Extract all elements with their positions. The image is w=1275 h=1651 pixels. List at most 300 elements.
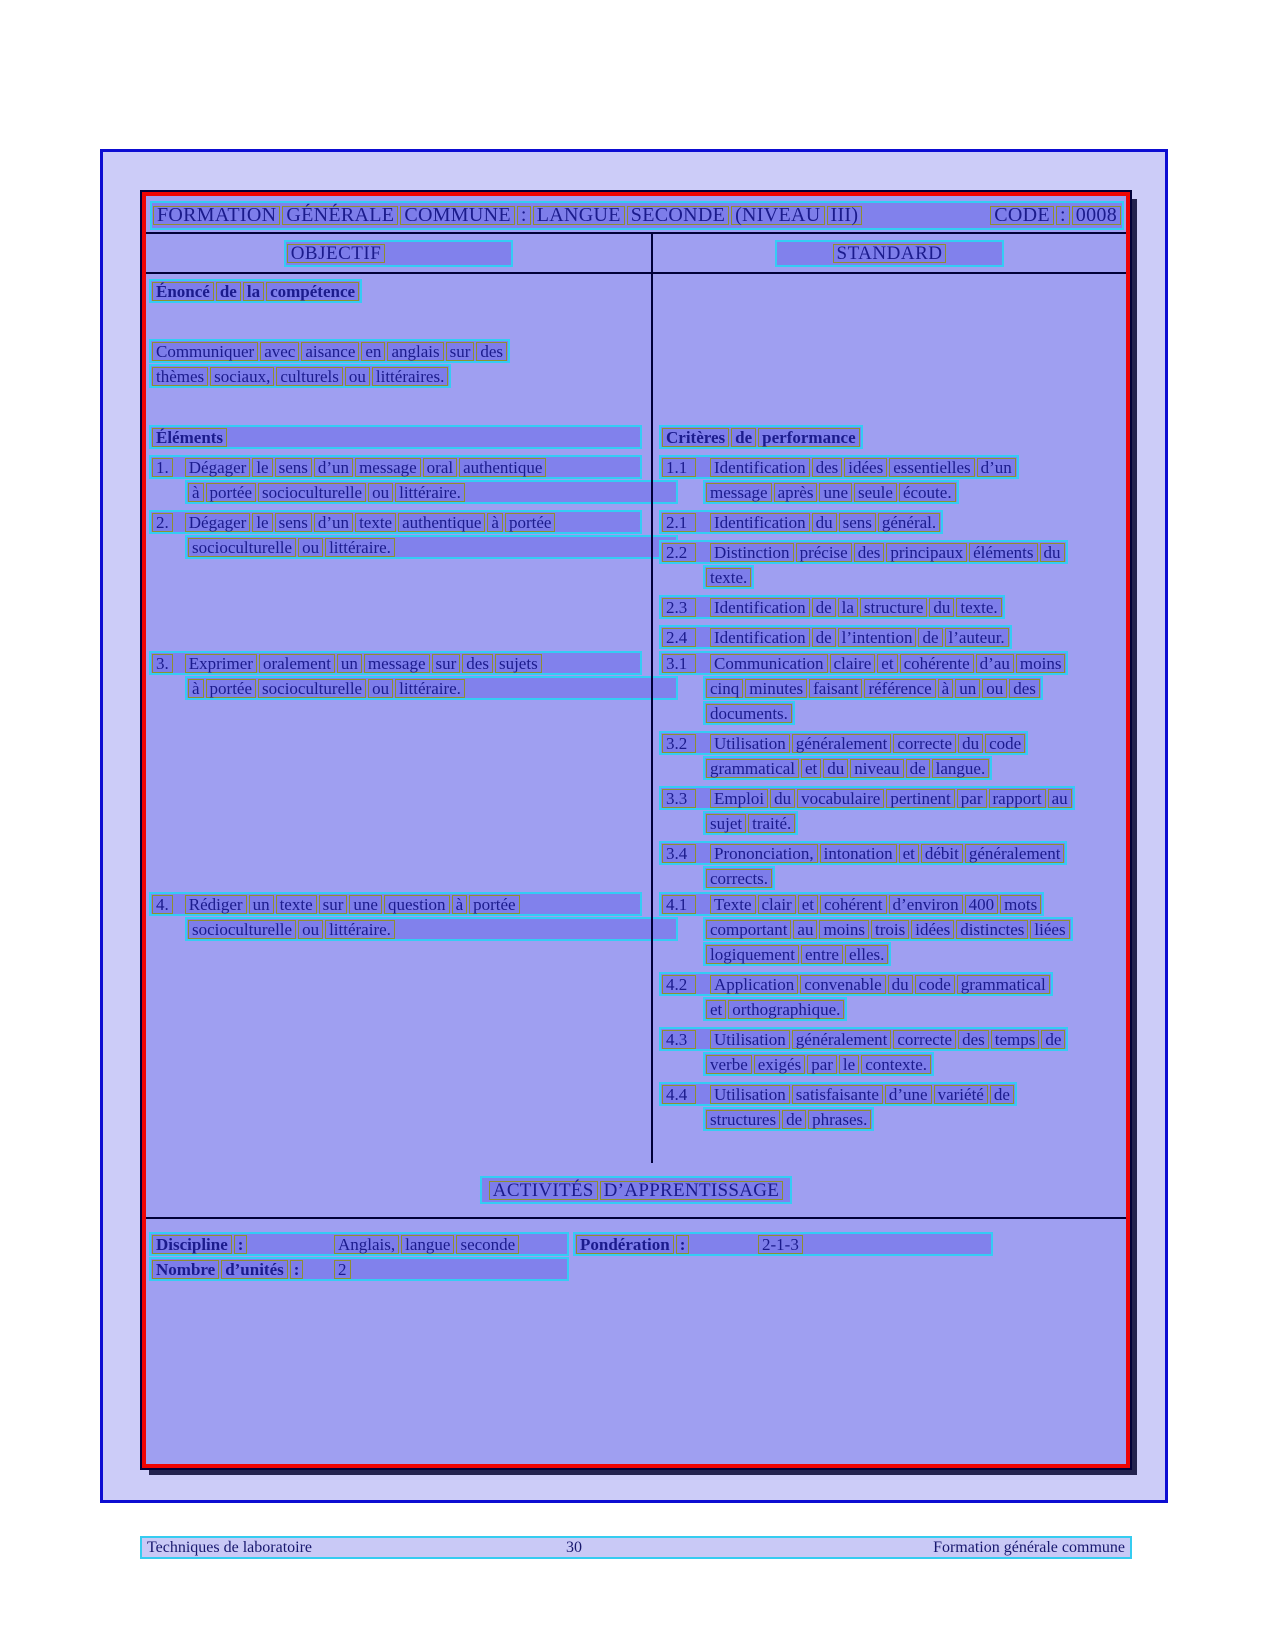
word-box: ou <box>345 367 370 386</box>
criterion-item <box>659 972 1124 1022</box>
criterion-number: 2.1 <box>662 513 696 532</box>
word-box: par <box>957 789 987 808</box>
word-box: (NIVEAU <box>731 206 824 225</box>
objectif-header <box>284 240 514 267</box>
word-box: le <box>252 458 272 477</box>
enonce-pair-row <box>146 274 1126 423</box>
word-box: de <box>216 282 241 301</box>
word-box: texte <box>355 513 396 532</box>
word-box: LANGUE <box>533 206 625 225</box>
word-box: rapport <box>989 789 1046 808</box>
word-box: entre <box>801 945 843 964</box>
word-box: CODE <box>990 206 1054 225</box>
criterion-line <box>659 892 1044 916</box>
word-box: Identification <box>710 513 810 532</box>
criterion-item <box>659 540 1124 590</box>
word-box: généralement <box>792 734 892 753</box>
element-number: 3. <box>152 654 173 673</box>
enonce-heading-block <box>149 279 647 303</box>
word-box: de <box>918 628 942 647</box>
word-box: satisfaisante <box>792 1085 883 1104</box>
word-box: sur <box>446 342 475 361</box>
word-box: sociaux, <box>210 367 274 386</box>
word-box: socioculturelle <box>258 679 366 698</box>
word-box: des <box>1009 679 1040 698</box>
criterion-number: 1.1 <box>662 458 696 477</box>
word-box: après <box>774 483 818 502</box>
word-box: culturels <box>276 367 343 386</box>
word-box: STANDARD <box>833 244 947 263</box>
word-box: à <box>487 513 503 532</box>
word-box: l’intention <box>838 628 917 647</box>
word-box: compétence <box>266 282 359 301</box>
criterion-number: 4.2 <box>662 975 696 994</box>
word-box: d’unités <box>221 1260 288 1279</box>
word-box: précise <box>796 543 852 562</box>
word-box: de <box>812 598 836 617</box>
criterion-number: 3.1 <box>662 654 696 673</box>
word-box: littéraire. <box>395 679 465 698</box>
word-box: D’APPRENTISSAGE <box>600 1181 784 1200</box>
pair-row-2 <box>146 508 1126 649</box>
word-box: socioculturelle <box>188 538 296 557</box>
word-box: code <box>915 975 955 994</box>
enonce-line <box>149 339 510 363</box>
word-box: d’environ <box>889 895 963 914</box>
word-box: structures <box>706 1110 780 1129</box>
word-box: convenable <box>800 975 885 994</box>
criterion-line <box>659 651 1068 675</box>
word-box: cinq <box>706 679 743 698</box>
word-box: intonation <box>820 844 897 863</box>
word-box: structure <box>860 598 927 617</box>
criterion-item <box>659 841 1124 891</box>
detail-row <box>573 1232 993 1256</box>
enonce-heading <box>149 279 362 303</box>
criterion-number: 2.4 <box>662 628 696 647</box>
word-box: littéraire. <box>395 483 465 502</box>
word-box: un <box>955 679 980 698</box>
word-box: authentique <box>459 458 546 477</box>
criterion-line <box>703 866 775 890</box>
word-box: au <box>1048 789 1072 808</box>
word-box: du <box>770 789 795 808</box>
word-box: Critères <box>662 428 729 447</box>
word-box: Identification <box>710 458 810 477</box>
word-box: Distinction <box>710 543 794 562</box>
word-box: code <box>985 734 1025 753</box>
criterion-item <box>659 510 1124 535</box>
word-box: authentique <box>398 513 485 532</box>
standard-column-cell <box>651 274 1126 423</box>
criterion-line <box>659 595 1005 619</box>
word-box: ou <box>982 679 1007 698</box>
activities-heading <box>480 1176 792 1204</box>
criterion-line <box>659 455 1019 479</box>
word-box: ACTIVITÉS <box>489 1181 598 1200</box>
element-line <box>185 535 678 559</box>
word-box: seconde <box>456 1235 519 1254</box>
word-box: comportant <box>706 920 791 939</box>
word-box: corrects. <box>706 869 772 888</box>
word-box: oralement <box>259 654 335 673</box>
word-box: documents. <box>706 704 792 723</box>
word-box: sens <box>275 513 312 532</box>
word-box: Utilisation <box>710 1030 790 1049</box>
word-box: Communiquer <box>152 342 258 361</box>
word-box: et <box>801 759 821 778</box>
criteres-heading <box>659 425 863 449</box>
word-box: portée <box>206 679 256 698</box>
word-box: des <box>476 342 507 361</box>
element-number: 1. <box>152 458 173 477</box>
word-box: à <box>188 483 204 502</box>
word-box: aisance <box>301 342 359 361</box>
word-box: socioculturelle <box>188 920 296 939</box>
criterion-item <box>659 595 1124 620</box>
criterion-line <box>703 1052 934 1076</box>
word-box: texte. <box>706 568 751 587</box>
word-box: Nombre <box>152 1260 219 1279</box>
word-box: du <box>823 759 848 778</box>
word-box: : <box>676 1235 690 1254</box>
criterion-line <box>659 786 1075 810</box>
word-box: question <box>384 895 450 914</box>
word-box: de <box>990 1085 1014 1104</box>
word-box: mots <box>1000 895 1041 914</box>
word-box: en <box>361 342 385 361</box>
details-section <box>146 1219 1126 1464</box>
word-box: d’au <box>976 654 1014 673</box>
word-box: généralement <box>792 1030 892 1049</box>
word-box: Dégager <box>185 513 251 532</box>
objectif-column-cell <box>146 508 651 649</box>
word-box: cohérent <box>820 895 887 914</box>
word-box: sens <box>275 458 312 477</box>
word-box: OBJECTIF <box>287 244 386 263</box>
criterion-line <box>659 540 1068 564</box>
word-box: et <box>899 844 919 863</box>
criterion-line <box>659 731 1028 755</box>
list-headers-pair-row <box>146 423 1126 453</box>
criterion-line <box>659 972 1053 996</box>
criterion-item <box>659 786 1124 836</box>
document-table <box>142 192 1130 1468</box>
element-line <box>185 917 678 941</box>
footer-left: Techniques de laboratoire <box>147 1539 313 1556</box>
word-box: correcte <box>893 1030 956 1049</box>
word-box: idées <box>844 458 887 477</box>
word-box: temps <box>991 1030 1040 1049</box>
criterion-line <box>703 917 1073 941</box>
word-box: 400 <box>965 895 999 914</box>
word-box: langue. <box>932 759 990 778</box>
pair-row-1 <box>146 453 1126 508</box>
word-box: Anglais, <box>334 1235 399 1254</box>
word-box: Énoncé <box>152 282 214 301</box>
word-box: liées <box>1030 920 1069 939</box>
page-panel <box>100 149 1168 1503</box>
standard-column-cell <box>651 890 1126 1163</box>
standard-column-cell <box>651 423 1126 453</box>
word-box: grammatical <box>706 759 799 778</box>
word-box: Éléments <box>152 428 227 447</box>
word-box: un <box>337 654 362 673</box>
element-item <box>149 892 647 941</box>
word-box: du <box>812 513 837 532</box>
word-box: idées <box>911 920 954 939</box>
word-box: du <box>929 598 954 617</box>
word-box: portée <box>469 895 519 914</box>
word-box: message <box>706 483 772 502</box>
element-line <box>185 676 678 700</box>
word-box: grammatical <box>957 975 1050 994</box>
word-box: performance <box>758 428 859 447</box>
word-box: pertinent <box>886 789 954 808</box>
standard-header <box>775 240 1005 267</box>
word-box: minutes <box>745 679 807 698</box>
word-box: moins <box>1016 654 1066 673</box>
word-box: vocabulaire <box>797 789 884 808</box>
element-line <box>149 892 642 916</box>
element-item <box>149 455 647 504</box>
standard-header-cell <box>651 234 1126 272</box>
element-line <box>185 480 678 504</box>
word-box: Exprimer <box>185 654 257 673</box>
word-box: portée <box>206 483 256 502</box>
word-box: au <box>793 920 817 939</box>
word-box: distinctes <box>956 920 1028 939</box>
word-box: Application <box>710 975 798 994</box>
word-box: sur <box>319 895 348 914</box>
element-number: 2. <box>152 513 173 532</box>
word-box: l’auteur. <box>945 628 1009 647</box>
word-box: moins <box>819 920 869 939</box>
element-line <box>149 651 642 675</box>
element-line <box>149 455 642 479</box>
criterion-item <box>659 625 1124 650</box>
word-box: de <box>782 1110 806 1129</box>
objectif-column-cell <box>146 453 651 508</box>
column-header-row <box>146 234 1126 274</box>
element-line <box>149 510 642 534</box>
word-box: clair <box>758 895 796 914</box>
word-box: le <box>839 1055 859 1074</box>
word-box: débit <box>921 844 963 863</box>
criterion-line <box>703 701 795 725</box>
objectif-column-cell <box>146 274 651 423</box>
word-box: de <box>812 628 836 647</box>
word-box: d’un <box>977 458 1016 477</box>
word-box: langue <box>401 1235 454 1254</box>
footer-right: Formation générale commune <box>933 1539 1125 1556</box>
objectif-column-cell <box>146 890 651 1163</box>
word-box: sujets <box>495 654 542 673</box>
word-box: généralement <box>965 844 1065 863</box>
word-box: 2 <box>334 1260 351 1279</box>
objectif-column-cell <box>146 423 651 453</box>
word-box: Texte <box>710 895 756 914</box>
word-box: niveau <box>850 759 903 778</box>
criterion-line <box>703 756 992 780</box>
word-box: une <box>349 895 382 914</box>
word-box: sens <box>839 513 876 532</box>
word-box: à <box>938 679 954 698</box>
word-box: du <box>1040 543 1065 562</box>
word-box: ou <box>298 920 323 939</box>
word-box: avec <box>260 342 299 361</box>
criterion-number: 2.2 <box>662 543 696 562</box>
criterion-item <box>659 1027 1124 1077</box>
word-box: littéraires. <box>372 367 448 386</box>
criterion-line <box>703 480 959 504</box>
word-box: ou <box>368 483 393 502</box>
word-box: : <box>517 206 531 225</box>
criterion-line <box>659 510 943 534</box>
standard-column-cell <box>651 649 1126 890</box>
criterion-line <box>703 1107 874 1131</box>
word-box: trois <box>871 920 909 939</box>
activities-row <box>146 1163 1126 1219</box>
criterion-number: 4.1 <box>662 895 696 914</box>
criterion-line <box>659 1027 1068 1051</box>
detail-label <box>151 1235 333 1254</box>
criterion-item <box>659 1082 1124 1132</box>
criterion-line <box>703 676 1043 700</box>
word-box: d’une <box>885 1085 932 1104</box>
word-box: le <box>252 513 272 532</box>
element-number: 4. <box>152 895 173 914</box>
objectif-column-cell <box>146 649 651 890</box>
criterion-number: 4.4 <box>662 1085 696 1104</box>
word-box: du <box>958 734 983 753</box>
word-box: phrases. <box>808 1110 871 1129</box>
word-box: par <box>807 1055 837 1074</box>
word-box: littéraire. <box>325 538 395 557</box>
detail-label <box>575 1235 757 1254</box>
word-box: écoute. <box>899 483 956 502</box>
element-item <box>149 510 647 559</box>
word-box: essentielles <box>889 458 974 477</box>
word-box: elles. <box>845 945 888 964</box>
word-box: un <box>249 895 274 914</box>
word-box: des <box>812 458 843 477</box>
word-box: des <box>462 654 493 673</box>
word-box: seule <box>854 483 897 502</box>
word-box: d’un <box>314 458 353 477</box>
word-box: du <box>888 975 913 994</box>
word-box: portée <box>505 513 555 532</box>
word-box: de <box>731 428 756 447</box>
word-box: des <box>854 543 885 562</box>
standard-column-cell <box>651 453 1126 508</box>
element-item <box>149 651 647 700</box>
criterion-item <box>659 892 1124 967</box>
word-box: COMMUNE <box>400 206 515 225</box>
word-box: de <box>1041 1030 1065 1049</box>
word-box: 0008 <box>1072 206 1121 225</box>
word-box: à <box>188 679 204 698</box>
word-box: d’un <box>314 513 353 532</box>
detail-label <box>151 1260 333 1279</box>
word-box: Emploi <box>710 789 768 808</box>
word-box: anglais <box>387 342 443 361</box>
word-box: ou <box>368 679 393 698</box>
word-box: oral <box>423 458 457 477</box>
word-box: Prononciation, <box>710 844 818 863</box>
criterion-number: 4.3 <box>662 1030 696 1049</box>
word-box: variété <box>934 1085 988 1104</box>
word-box: la <box>838 598 858 617</box>
word-box: Utilisation <box>710 734 790 753</box>
word-box: FORMATION <box>153 206 280 225</box>
word-box: et <box>877 654 897 673</box>
pair-row-3 <box>146 649 1126 890</box>
word-box: : <box>234 1235 248 1254</box>
word-box: : <box>1056 206 1070 225</box>
title-line <box>150 201 1124 230</box>
word-box: à <box>452 895 468 914</box>
word-box: et <box>706 1000 726 1019</box>
word-box: message <box>355 458 421 477</box>
criterion-line <box>703 997 847 1021</box>
word-box: référence <box>864 679 935 698</box>
word-box: littéraire. <box>325 920 395 939</box>
word-box: Utilisation <box>710 1085 790 1104</box>
word-box: cohérente <box>900 654 974 673</box>
word-box: : <box>290 1260 304 1279</box>
word-box: général. <box>878 513 940 532</box>
word-box: contexte. <box>861 1055 931 1074</box>
criterion-line <box>703 565 754 589</box>
criterion-line <box>659 1082 1017 1106</box>
word-box: III) <box>827 206 863 225</box>
word-box: traité. <box>748 814 795 833</box>
word-box: sur <box>432 654 461 673</box>
word-box: verbe <box>706 1055 752 1074</box>
criterion-number: 2.3 <box>662 598 696 617</box>
objectif-header-cell <box>146 234 651 272</box>
criterion-item <box>659 651 1124 726</box>
word-box: de <box>906 759 930 778</box>
word-box: faisant <box>809 679 862 698</box>
footer-bar <box>140 1536 1132 1559</box>
word-box: texte. <box>956 598 1001 617</box>
word-box: thèmes <box>152 367 208 386</box>
word-box: principaux <box>886 543 967 562</box>
word-box: Pondération <box>576 1235 674 1254</box>
criterion-number: 3.3 <box>662 789 696 808</box>
elements-heading <box>149 425 642 449</box>
word-box: une <box>819 483 852 502</box>
criterion-number: 3.4 <box>662 844 696 863</box>
word-box: et <box>798 895 818 914</box>
word-box: Identification <box>710 628 810 647</box>
word-box: texte <box>276 895 317 914</box>
word-box: logiquement <box>706 945 799 964</box>
detail-row <box>149 1232 569 1256</box>
word-box: sujet <box>706 814 746 833</box>
word-box: message <box>364 654 430 673</box>
criterion-item <box>659 455 1124 505</box>
word-box: exigés <box>754 1055 805 1074</box>
word-box: Discipline <box>152 1235 232 1254</box>
word-box: éléments <box>969 543 1037 562</box>
criterion-line <box>659 625 1012 649</box>
word-box: ou <box>298 538 323 557</box>
word-box: SECONDE <box>627 206 729 225</box>
word-box: Dégager <box>185 458 251 477</box>
